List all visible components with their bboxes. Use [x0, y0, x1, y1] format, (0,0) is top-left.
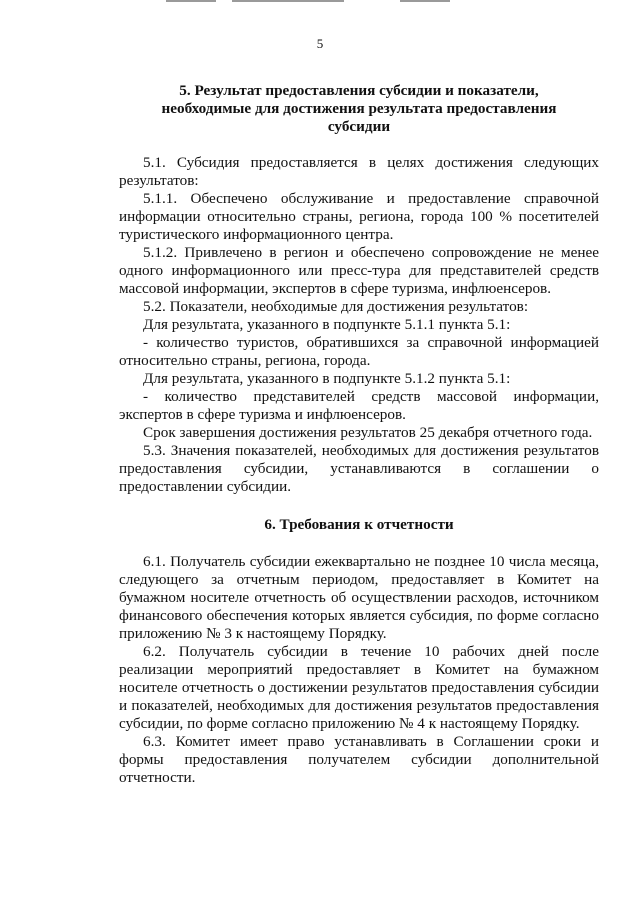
- paragraph-indicator-media: - количество представителей средств массовой информации, экспертов в сфере туризма и инфлюенсеров.: [119, 388, 599, 423]
- paragraph-5-1-2: 5.1.2. Привлечено в регион и обеспечено сопровождение не менее одного информационного или пресс-тура для представителей средств массовой информации, экспертов в сфере туризма, инфлюенсеров.: [119, 244, 599, 297]
- paragraph-5-1-1: 5.1.1. Обеспечено обслуживание и предоставление справочной информации относительно страны, региона, города 100 % посетителей туристического информационного центра.: [119, 190, 599, 243]
- paragraph-result-5-1-1: Для результата, указанного в подпункте 5.1.1 пункта 5.1:: [143, 316, 511, 333]
- paragraph-5-2: 5.2. Показатели, необходимые для достижения результатов:: [143, 298, 529, 315]
- section-5-title-line-3: субсидии: [327, 118, 391, 135]
- paragraph-6-3: 6.3. Комитет имеет право устанавливать в Соглашении сроки и формы предоставления получателем субсидии дополнительной отчетности.: [119, 733, 599, 786]
- paragraph-5-3: 5.3. Значения показателей, необходимых для достижения результатов предоставления субсидии, устанавливаются в соглашении о предоставлении субсидии.: [119, 442, 599, 495]
- document-body: [119, 82, 599, 787]
- paragraph-deadline: Срок завершения достижения результатов 25 декабря отчетного года.: [143, 424, 593, 441]
- section-6-title: 6. Требования к отчетности: [264, 516, 454, 533]
- scan-edge-line: [400, 0, 450, 2]
- paragraph-6-2: 6.2. Получатель субсидии в течение 10 рабочих дней после реализации мероприятий предоставляет в Комитет на бумажном носителе отчетность о достижении результатов предоставления субсидии и показателей, необходимых для достижения результатов предоставления субсидии, по форме согласно приложению № 4 к настоящему Порядку.: [119, 643, 599, 732]
- paragraph-6-1: 6.1. Получатель субсидии ежеквартально не позднее 10 числа месяца, следующего за отчетным периодом, предоставляет в Комитет на бумажном носителе отчетность об осуществлении расходов, источником финансового обеспечения которых является субсидия, по форме согласно приложению № 3 к настоящему Порядку.: [119, 553, 599, 642]
- paragraph-result-5-1-2: Для результата, указанного в подпункте 5.1.2 пункта 5.1:: [143, 370, 511, 387]
- scan-edge-line: [232, 0, 344, 2]
- section-5-title-line-1: 5. Результат предоставления субсидии и показатели,: [179, 82, 539, 99]
- section-5-title-line-2: необходимые для достижения результата предоставления: [161, 100, 557, 117]
- page-number: 5: [316, 36, 324, 51]
- paragraph-5-1: 5.1. Субсидия предоставляется в целях достижения следующих результатов:: [119, 154, 599, 189]
- section-5-title: [119, 82, 599, 136]
- scan-edge-line: [166, 0, 216, 2]
- paragraph-indicator-tourists: - количество туристов, обратившихся за справочной информацией относительно страны, региона, города.: [119, 334, 599, 369]
